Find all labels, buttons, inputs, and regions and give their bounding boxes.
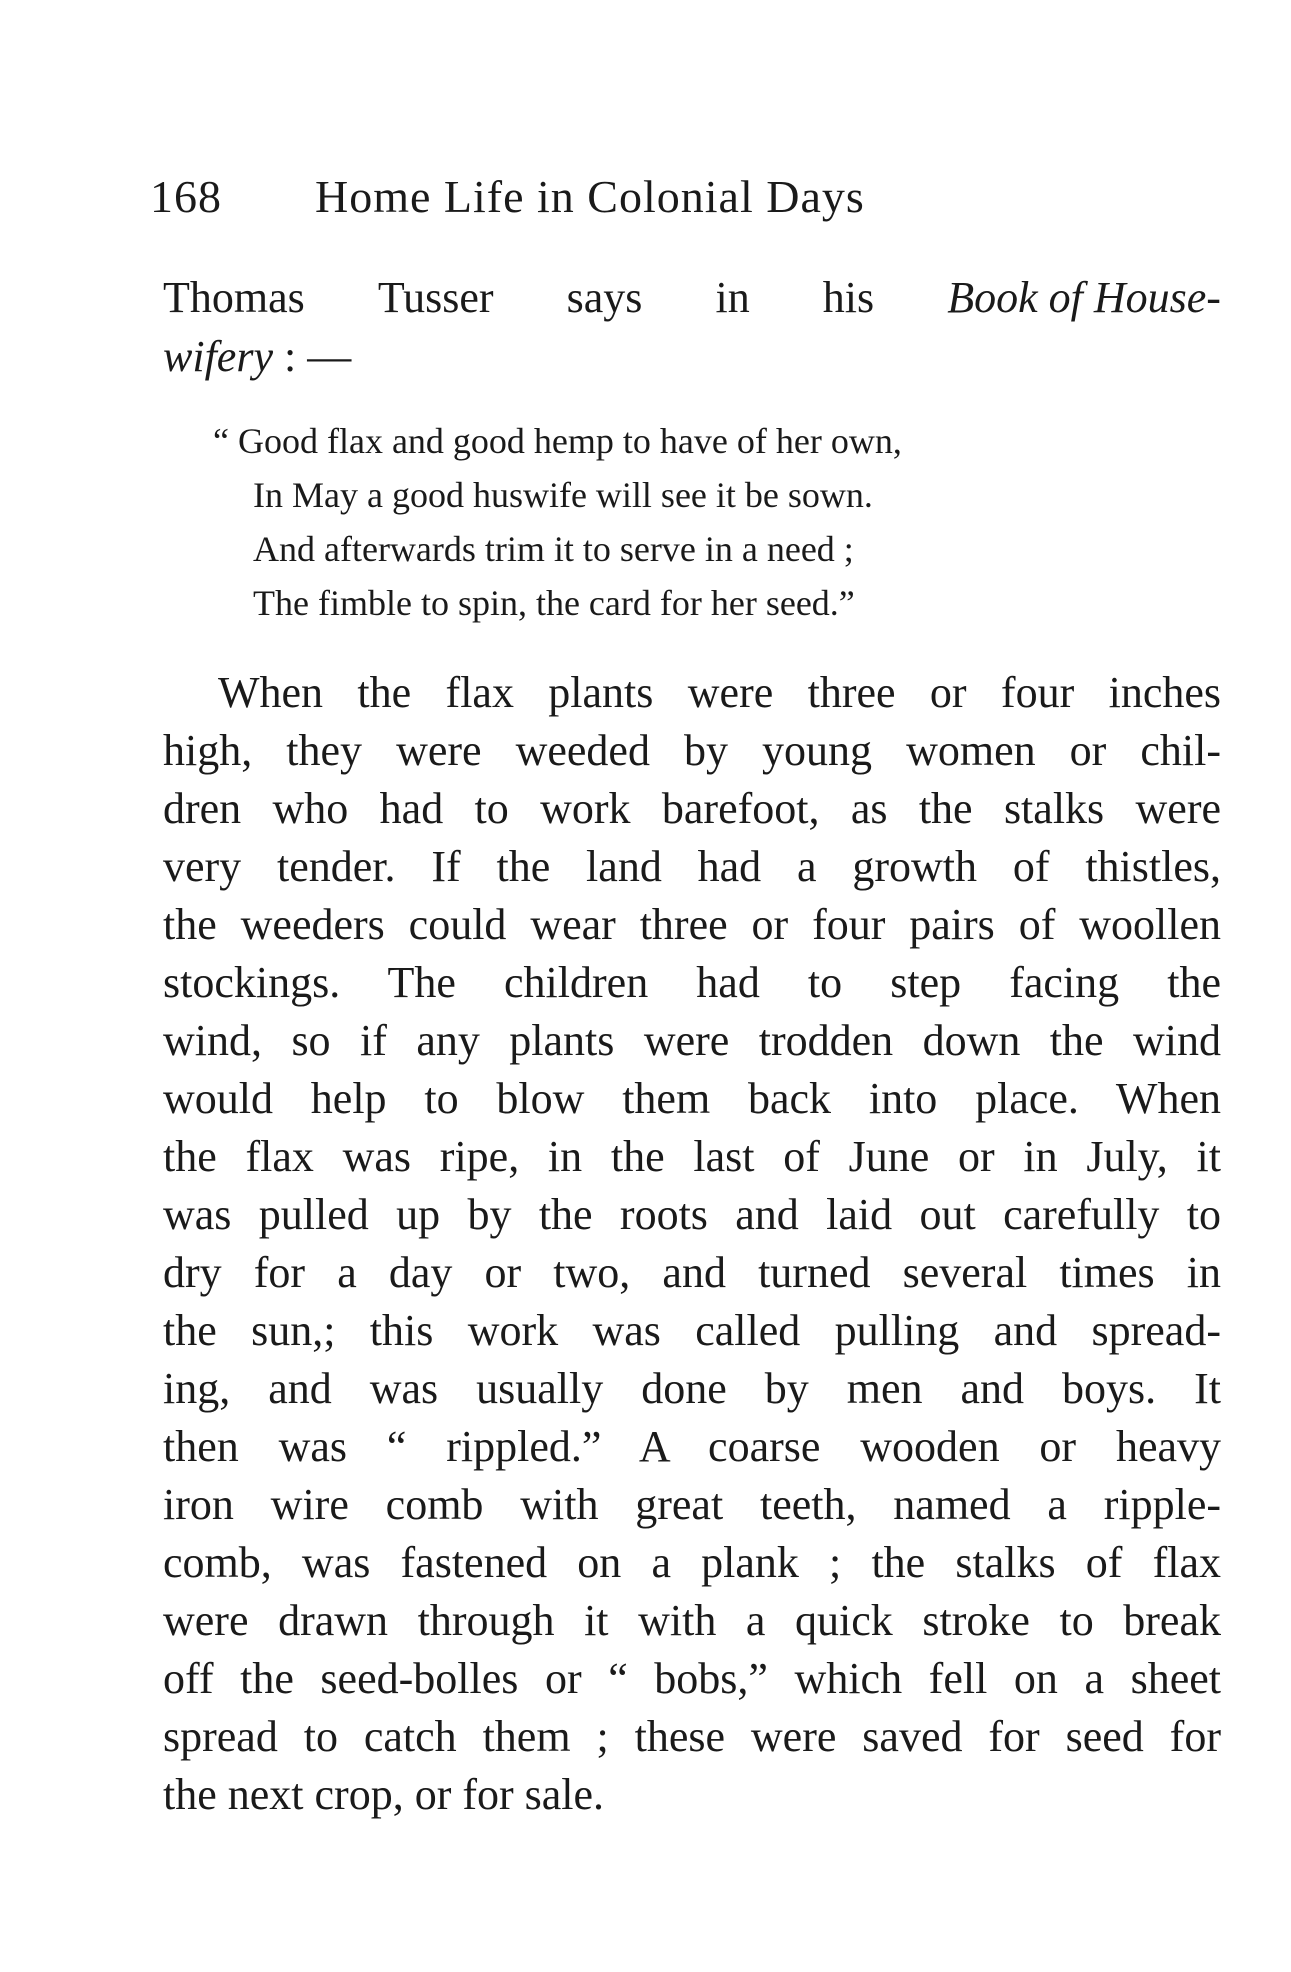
body-line: comb, was fastened on a plank ; the stalks of flax — [163, 1538, 1221, 1587]
page-header — [150, 170, 865, 223]
intro-line-1 — [163, 268, 1221, 327]
intro-word: Tusser — [377, 273, 494, 322]
body-line: When the flax plants were three or four inches — [218, 668, 1221, 717]
body-line: off the seed-bolles or “ bobs,” which fell on a sheet — [163, 1654, 1221, 1703]
body-line: very tender. If the land had a growth of thistles, — [163, 842, 1221, 891]
body-line: high, they were weeded by young women or chil- — [163, 726, 1221, 775]
body-paragraph — [163, 664, 1221, 1824]
body-line: wind, so if any plants were trodden down the wind — [163, 1016, 1221, 1065]
verse-line: The fimble to spin, the card for her seed.” — [253, 583, 855, 623]
verse-line: In May a good huswife will see it be sown. — [253, 475, 873, 515]
book-title-part1: Book of House- — [947, 273, 1221, 322]
intro-tail: : — — [272, 332, 352, 381]
body-line: would help to blow them back into place. When — [163, 1074, 1221, 1123]
body-line: the flax was ripe, in the last of June or in July, it — [163, 1132, 1221, 1181]
verse-quotation — [213, 414, 902, 630]
book-title-part2: wifery — [163, 332, 273, 381]
body-line: the sun,; this work was called pulling and spread- — [163, 1306, 1221, 1355]
body-line: stockings. The children had to step facing the — [163, 958, 1221, 1007]
body-line: was pulled up by the roots and laid out carefully to — [163, 1190, 1221, 1239]
body-line: iron wire comb with great teeth, named a ripple- — [163, 1480, 1221, 1529]
verse-line: And afterwards trim it to serve in a need ; — [253, 529, 854, 569]
intro-word: his — [822, 273, 875, 322]
page-number: 168 — [150, 171, 222, 222]
body-line: the weeders could wear three or four pairs of woollen — [163, 900, 1221, 949]
intro-word: in — [715, 273, 750, 322]
intro-paragraph — [163, 268, 1221, 386]
body-line: then was “ rippled.” A coarse wooden or heavy — [163, 1422, 1221, 1471]
body-line: spread to catch them ; these were saved for seed for — [163, 1712, 1221, 1761]
intro-word: Thomas — [163, 273, 305, 322]
body-line: ing, and was usually done by men and boys. It — [163, 1364, 1221, 1413]
running-title: Home Life in Colonial Days — [315, 171, 865, 222]
verse-line: “ Good flax and good hemp to have of her own, — [213, 421, 902, 461]
intro-word: says — [566, 273, 643, 322]
body-line: the next crop, or for sale. — [163, 1770, 605, 1819]
body-line: dry for a day or two, and turned several times in — [163, 1248, 1221, 1297]
body-line: dren who had to work barefoot, as the stalks were — [163, 784, 1221, 833]
intro-line-2 — [163, 327, 1221, 386]
body-line: were drawn through it with a quick stroke to break — [163, 1596, 1221, 1645]
